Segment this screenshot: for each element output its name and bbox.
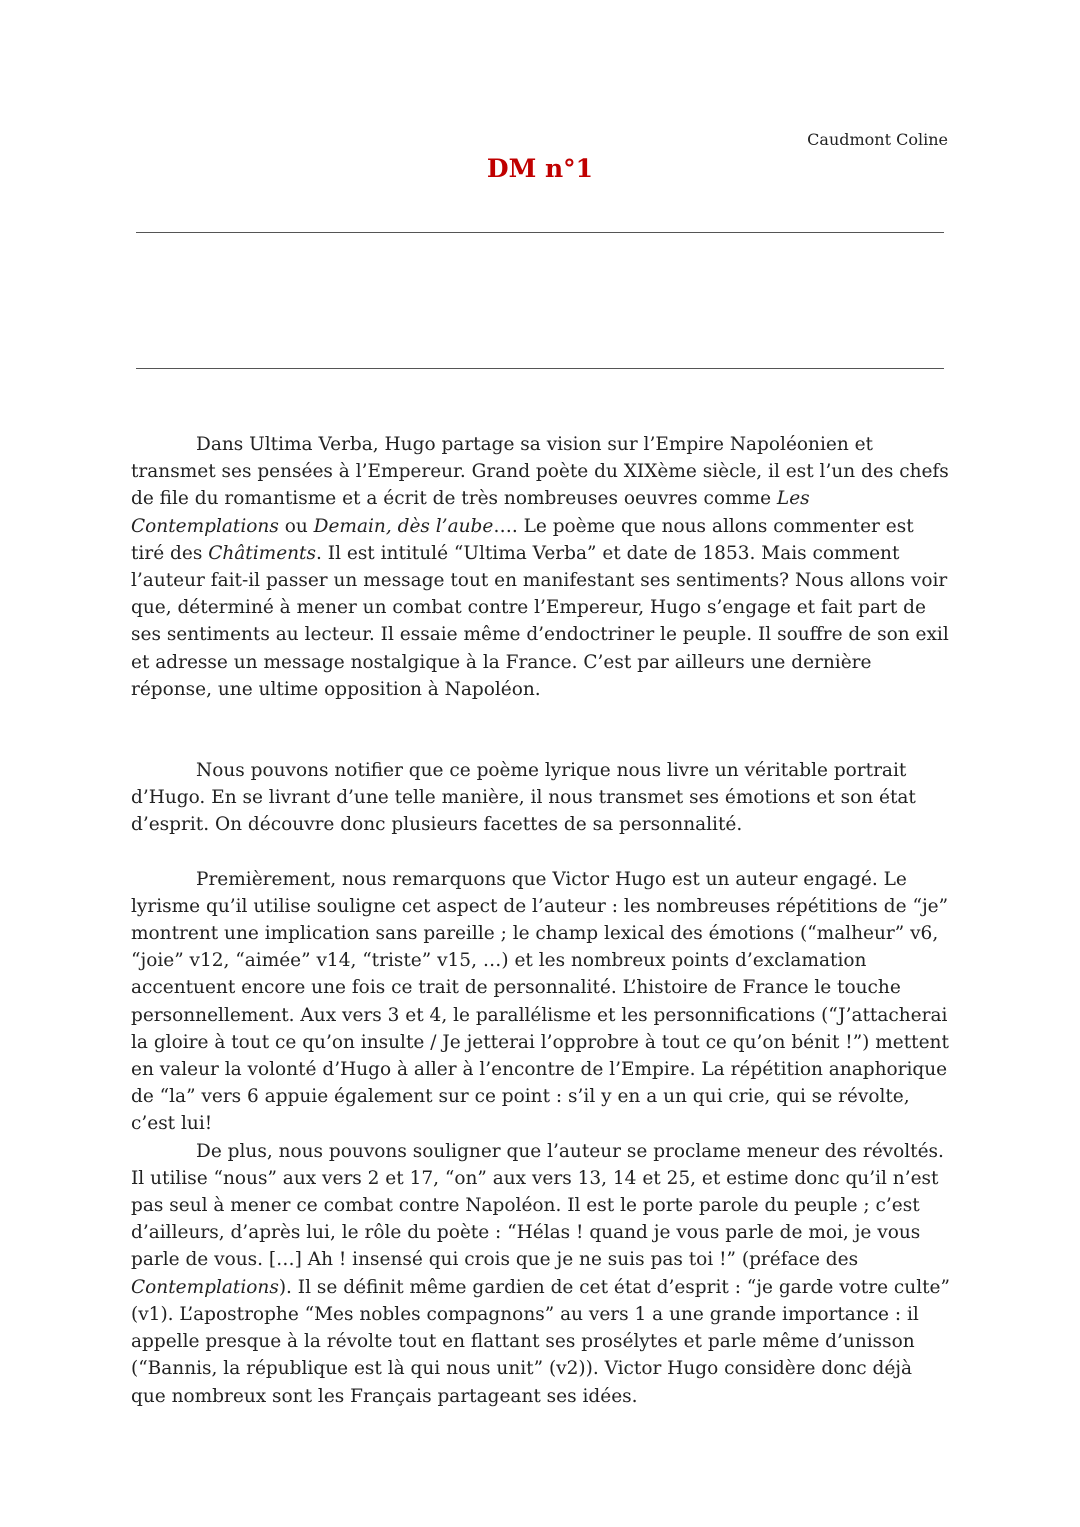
text-run: Nous pouvons notifier que ce poème lyrique nous livre un véritable portrait d’Hugo. En se livrant d’une telle manière, il nous transmet ses émotions et son état d’esprit. On découvre donc plusieurs facettes de sa personnalité.	[131, 760, 916, 836]
text-run: …. Le poème que nous allons commenter est tiré des	[131, 515, 914, 564]
italic-title: Châtiments	[208, 542, 316, 564]
italic-title: Demain, dès l’aube	[313, 515, 494, 537]
paragraph-intro	[131, 431, 951, 703]
paragraph-portrait	[131, 757, 951, 839]
text-run: ou	[278, 515, 314, 537]
text-run: Premièrement, nous remarquons que Victor Hugo est un auteur engagé. Le lyrisme qu’il utilise souligne cet aspect de l’auteur : les nombreuses répétitions de “je” montrent une implication sans pareille ; le champ lexical des émotions (“malheur” v6, “joie” v12, “aimée” v14, “triste” v15, …) et les nombreux points d’exclamation accentuent encore une fois ce trait de personnalité. L’histoire de France le touche personnellement. Aux vers 3 et 4, le parallélisme et les personnifications (“J’attacherai la gloire à tout ce qu’on insulte / Je jetterai l’opprobre à tout ce qu’on bénit !”) mettent en valeur la volonté d’Hugo à aller à l’encontre de l’Empire. La répétition anaphorique de “la” vers 6 appuie également sur ce point : s’il y en a un qui crie, qui se révolte, c’est lui!	[131, 868, 949, 1135]
text-run: De plus, nous pouvons souligner que l’auteur se proclame meneur des révoltés. Il utilise “nous” aux vers 2 et 17, “on” aux vers 13, 14 et 25, et estime donc qu’il n’est pas seul à mener ce combat contre Napoléon. Il est le porte parole du peuple ; c’est d’ailleurs, d’après lui, le rôle du poète : “Hélas ! quand je vous parle de moi, je vous parle de vous. […] Ah ! insensé qui crois que je ne suis pas toi !” (préface des	[131, 1140, 944, 1271]
paragraph-leader	[131, 1138, 951, 1410]
divider-bottom	[136, 368, 944, 369]
italic-title: Contemplations	[131, 1276, 279, 1298]
text-run: ). Il se définit même gardien de cet état d’esprit : “je garde votre culte” (v1). L’apostrophe “Mes nobles compagnons” au vers 1 a une grande importance : il appelle presque à la révolte tout en flattant ses prosélytes et parle même d’unisson (“Bannis, la république est là qui nous unit” (v2)). Victor Hugo considère donc déjà que nombreux sont les Français partageant ses idées.	[131, 1276, 950, 1407]
text-run: . Il est intitulé “Ultima Verba” et date de 1853. Mais comment l’auteur fait-il passer un message tout en manifestant ses sentiments? Nous allons voir que, déterminé à mener un combat contre l’Empereur, Hugo s’engage et fait part de ses sentiments au lecteur. Il essaie même d’endoctriner le peuple. Il souffre de son exil et adresse un message nostalgique à la France. C’est par ailleurs une dernière réponse, une ultime opposition à Napoléon.	[131, 542, 949, 700]
text-run: Dans Ultima Verba, Hugo partage sa vision sur l’Empire Napoléonien et transmet ses pensées à l’Empereur. Grand poète du XIXème siècle, il est l’un des chefs de file du romantisme et a écrit de très nombreuses oeuvres comme	[131, 434, 949, 510]
document-title: DM n°1	[486, 154, 594, 183]
divider-top	[136, 232, 944, 233]
document-body	[131, 431, 951, 1410]
paragraph-engaged	[131, 866, 951, 1138]
italic-title: Les Contemplations	[131, 488, 810, 537]
author-name: Caudmont Coline	[807, 130, 948, 149]
